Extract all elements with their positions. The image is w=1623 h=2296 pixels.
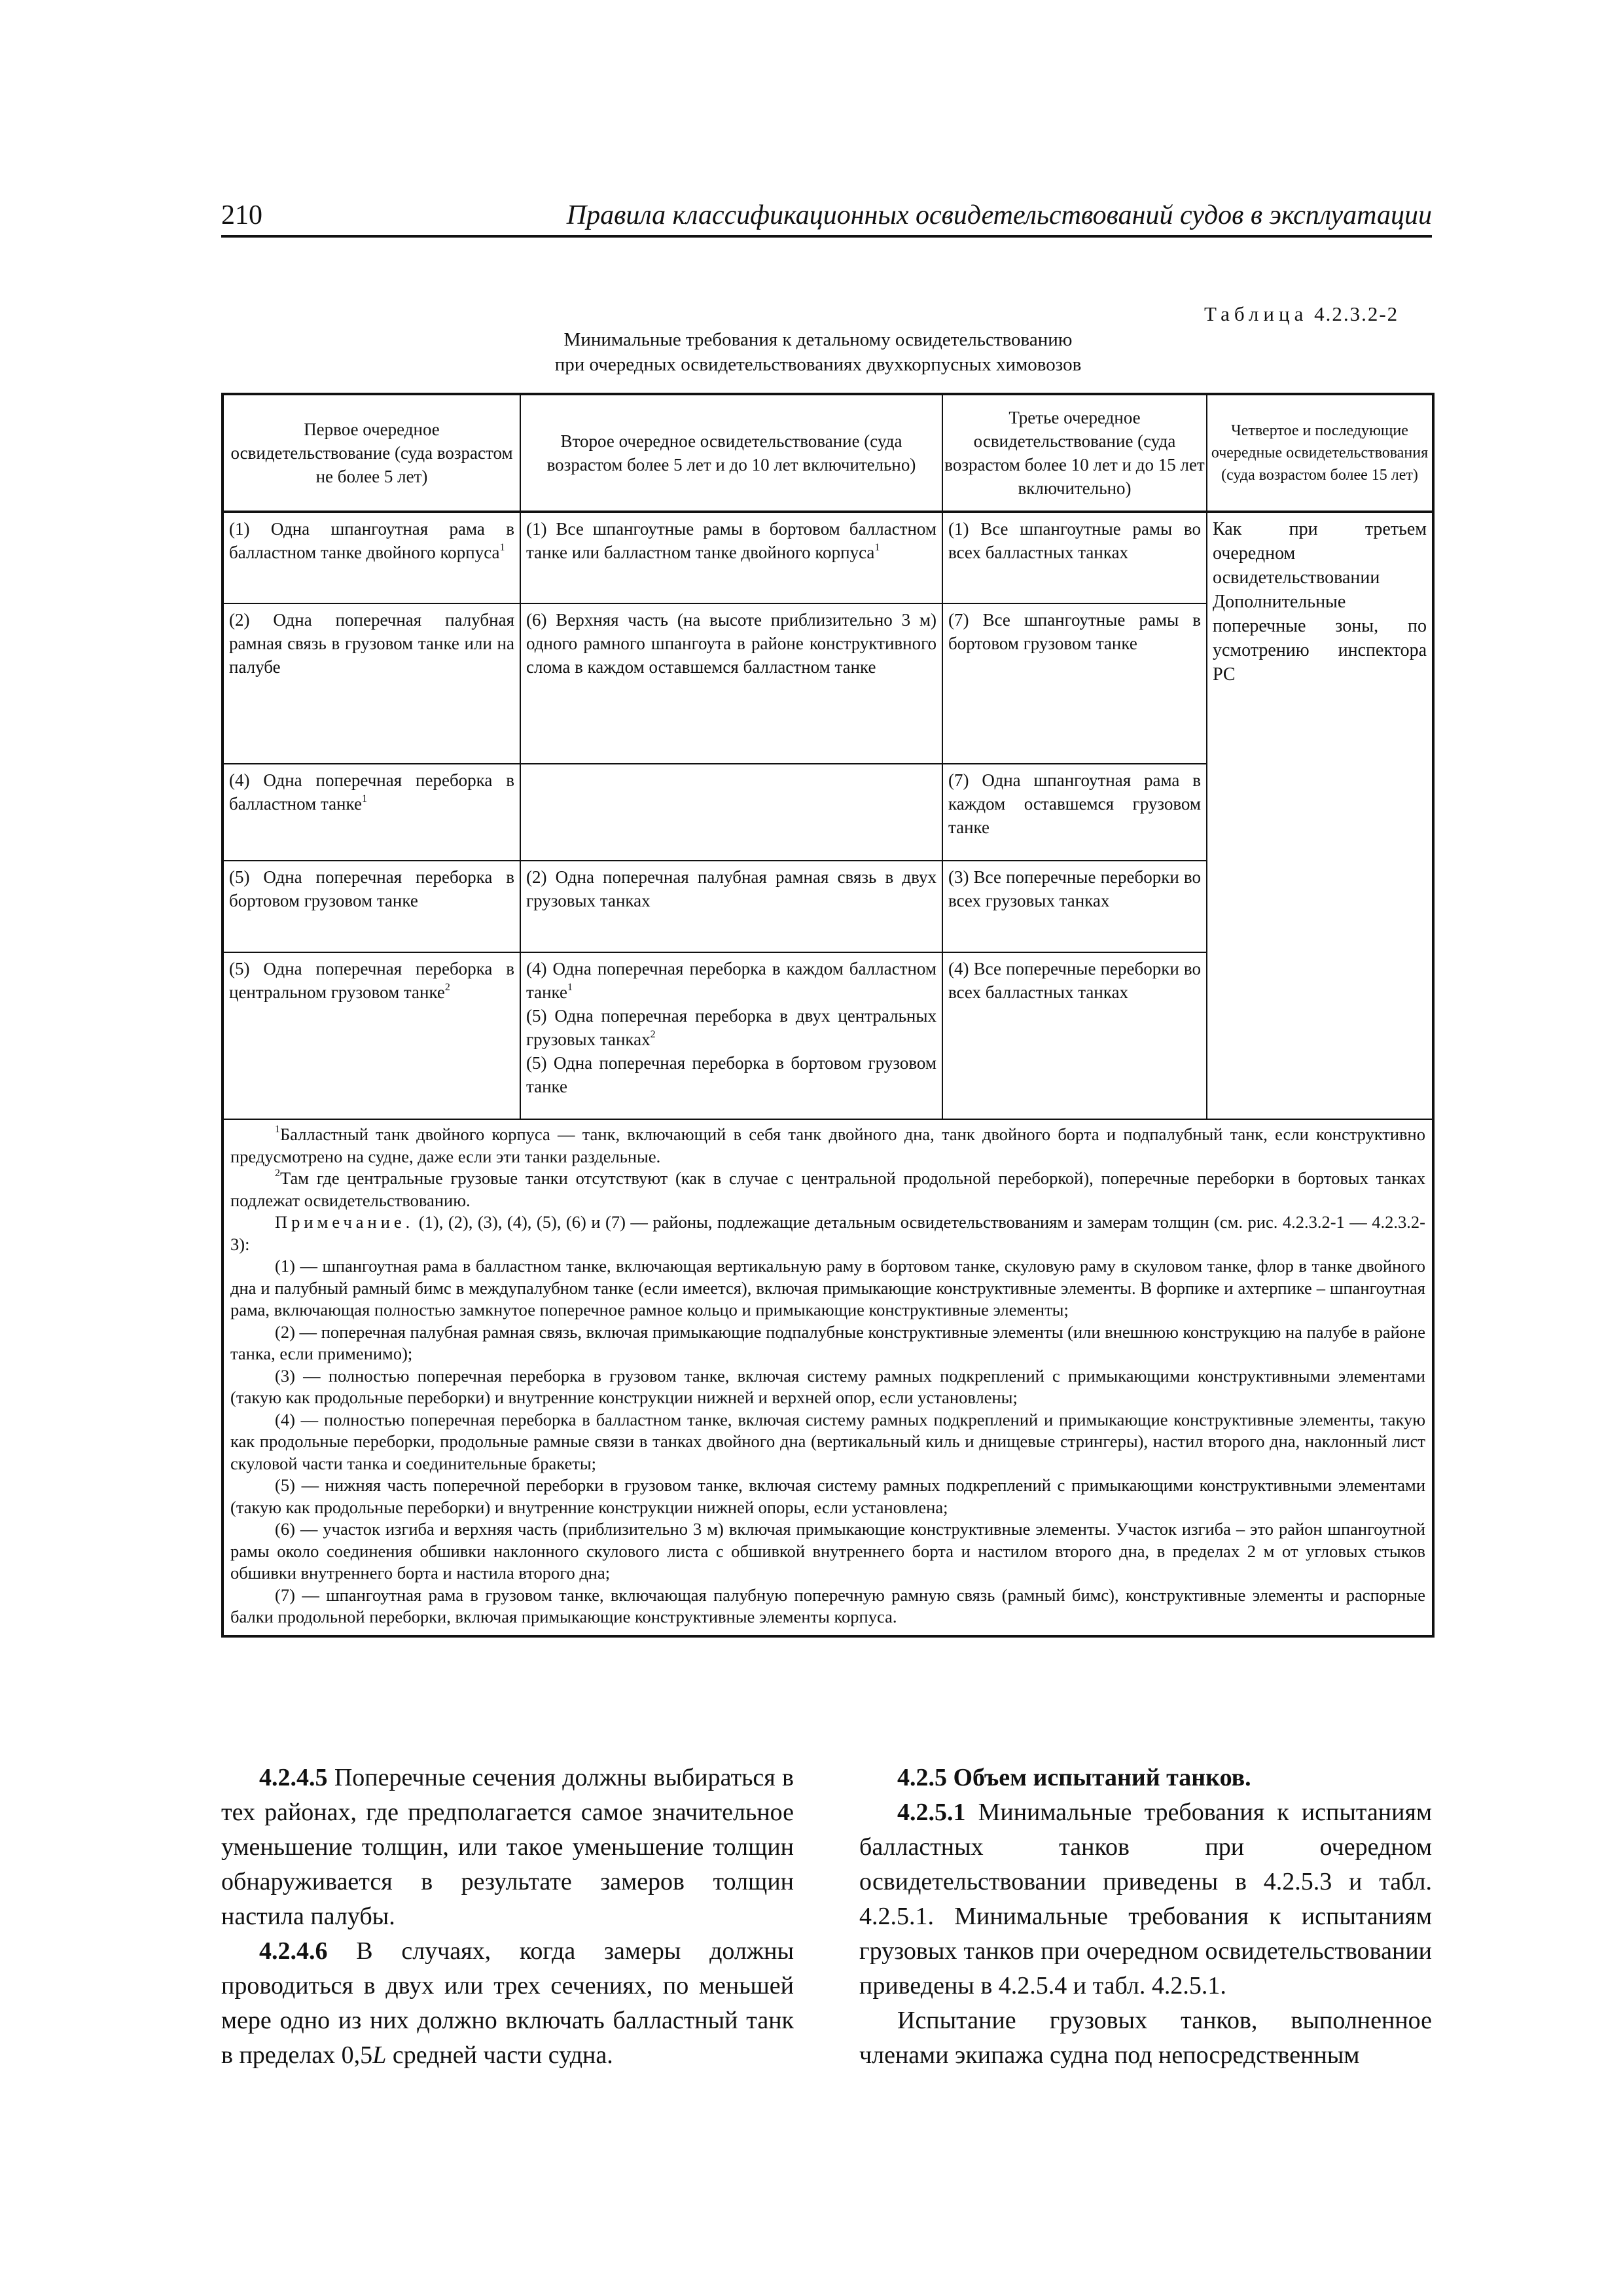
paragraph-4-2-4-6: 4.2.4.6 В случаях, когда замеры должны проводиться в двух или трех сечениях, по меньшей мере одно из них должно включать балластный танк в пределах 0,5L средней части судна. — [221, 1937, 794, 2069]
page-number: 210 — [221, 200, 262, 230]
table-cell: (1) Одна шпангоутная рама в балластном танке двойного корпуса$^1$ — [223, 512, 520, 603]
table-notes — [223, 1119, 1433, 1636]
table-cell: (4) Все поперечные переборки во всех балластных танках — [942, 952, 1207, 1119]
table-number — [1204, 302, 1399, 326]
table-cell: (5) Одна поперечная переборка в бортовом грузовом танке — [223, 861, 520, 952]
page-header — [221, 200, 1432, 236]
table-cell: (2) Одна поперечная палубная рамная связь в двух грузовых танках — [520, 861, 942, 952]
note-item: (7) — шпангоутная рама в грузовом танке, включающая палубную поперечную рамную связь (рамный бимс), конструктивные элементы и распорные балки продольной переборки, включая примыкающие конструктивные элементы корпуса. — [230, 1585, 1425, 1626]
requirements-table — [221, 393, 1435, 1638]
note-item: (5) — нижняя часть поперечной переборки в грузовом танке, включая систему рамных подкреплений с примыкающими конструктивными элементами (такую как продольные переборки) и внутренние конструкции нижней опоры, если установлена; — [230, 1475, 1425, 1517]
table-notes-row — [223, 1119, 1433, 1636]
table-number-label: Таблица — [1204, 302, 1308, 325]
table-cell: (1) Все шпангоутные рамы во всех балластных танках — [942, 512, 1207, 603]
table-cell: (1) Все шпангоутные рамы в бортовом балластном танке или балластном танке двойного корпуса$^1$ — [520, 512, 942, 603]
column-header: Первое очередное освидетельствование (суда возрастом не более 5 лет) — [223, 394, 520, 512]
note-item: (1) — шпангоутная рама в балластном танке, включающая вертикальную раму в бортовом танке, скуловую раму в скуловом танке, флор в танке двойного дна и палубный рамный бимс в междупалубном танке (если имеется), включая примыкающие конструктивные элементы. В форпике и ахтерпике – шпангоутная рама, включающая полностью замкнутое поперечное рамное кольцо и примыкающие конструктивные элементы; — [230, 1256, 1425, 1319]
note-item: (4) — полностью поперечная переборка в балластном танке, включая систему рамных подкреплений и примыкающие конструктивные элементы, такую как продольные переборки, продольные рамные связи в танках двойного дна (вертикальный киль и днищевые стрингеры), настил второго дна, наклонный лист скуловой части танка и соединительные бракеты; — [230, 1409, 1425, 1473]
col4-text-b: Дополнительные поперечные зоны, по усмотрению инспектора РС — [1213, 592, 1427, 685]
table-cell: (7) Все шпангоутные рамы в бортовом грузовом танке — [942, 603, 1207, 764]
body-columns — [221, 1761, 1432, 2088]
footnote-2: $^2$Там где центральные грузовые танки отсутствуют (как в случае с центральной продольной переборкой), поперечные переборки в бортовых танках подлежат освидетельствованию. — [230, 1168, 1425, 1210]
table-title-line1: Минимальные требования к детальному освидетельствованию — [563, 329, 1073, 350]
table-row — [223, 512, 1433, 603]
table-header-row — [223, 394, 1433, 512]
note: Примечание. (1), (2), (3), (4), (5), (6) и (7) — районы, подлежащие детальным освидетельствованиям и замерам толщин (см. рис. 4.2.3.2-1 — 4.2.3.2-3): — [230, 1212, 1425, 1254]
table-cell: (6) Верхняя часть (на высоте приблизительно 3 м) одного рамного шпангоута в районе конструктивного слома в каждом оставшемся балластном танке — [520, 603, 942, 764]
column-header: Четвертое и последующие очередные освидетельствования (суда возрастом более 15 лет) — [1207, 394, 1433, 512]
right-column — [859, 1761, 1432, 2073]
paragraph-4-2-5-1: 4.2.5.1 Минимальные требования к испытаниям балластных танков при очередном освидетельствовании приведены в 4.2.5.3 и табл. 4.2.5.1. Минимальные требования к испытаниям грузовых танков при очередном освидетельствовании приведены в 4.2.5.4 и табл. 4.2.5.1. — [859, 1799, 1433, 2000]
table-cell: (2) Одна поперечная палубная рамная связь в грузовом танке или на палубе — [223, 603, 520, 764]
col4-text-a: Как при третьем очередном освидетельствовании — [1213, 519, 1427, 588]
note-item: (3) — полностью поперечная переборка в грузовом танке, включая систему рамных подкреплений с примыкающими конструктивными элементами (такую как продольные переборки) и внутренние конструкции нижней и верхней опор, если установлены; — [230, 1365, 1425, 1407]
table-cell: (4) Одна поперечная переборка в каждом балластном танке$^1$ (5) Одна поперечная переборка в двух центральных грузовых танках$^2$ (5) Одна поперечная переборка в бортовом грузовом танке — [520, 952, 942, 1119]
table-cell-fourth-survey — [1207, 512, 1433, 1119]
table-title-line2: при очередных освидетельствованиях двухкорпусных химовозов — [554, 354, 1082, 375]
paragraph-4-2-4-5: 4.2.4.5 Поперечные сечения должны выбираться в тех районах, где предполагается самое значительное уменьшение толщин, или такое уменьшение толщин обнаруживается в результате замеров толщин настила палубы. — [221, 1764, 794, 1930]
paragraph-cargo-tank-testing: Испытание грузовых танков, выполненное членами экипажа судна под непосредственным — [859, 2007, 1432, 2069]
running-title: Правила классификационных освидетельствований судов в эксплуатации — [566, 200, 1432, 230]
table-cell: (3) Все поперечные переборки во всех грузовых танках — [942, 861, 1207, 952]
left-column — [221, 1761, 794, 2073]
note-item: (6) — участок изгиба и верхняя часть (приблизительно 3 м) включая примыкающие конструктивные элементы. Участок изгиба – это район шпангоутной рамы около соединения обшивки наклонного скулового листа с обшивкой внутреннего борта и настилом второго дна, в пределах 2 м от угловых стыков обшивки внутреннего борта и настила второго дна; — [230, 1519, 1425, 1583]
note-item: (2) — поперечная палубная рамная связь, включая примыкающие подпалубные конструктивные элементы (или внешнюю конструкцию на палубе в районе танка, если применимо); — [230, 1321, 1425, 1363]
footnote-1: $^1$Балластный танк двойного корпуса — танк, включающий в себя танк двойного дна, танк двойного борта и подпалубный танк, если конструктивно предусмотрено на судне, даже если эти танки раздельные. — [230, 1124, 1425, 1166]
section-heading-4-2-5: 4.2.5 Объем испытаний танков. — [897, 1764, 1251, 1791]
table-cell: (5) Одна поперечная переборка в центральном грузовом танке$^2$ — [223, 952, 520, 1119]
table-title — [406, 327, 1230, 377]
column-header: Третье очередное освидетельствование (суда возрастом более 10 лет и до 15 лет включительно) — [942, 394, 1207, 512]
column-header: Второе очередное освидетельствование (суда возрастом более 5 лет и до 10 лет включительно) — [520, 394, 942, 512]
table-number-value: 4.2.3.2-2 — [1314, 302, 1399, 325]
table-cell-empty — [520, 764, 942, 861]
header-rule — [221, 235, 1432, 238]
table-cell: (4) Одна поперечная переборка в балластном танке$^1$ — [223, 764, 520, 861]
table-cell: (7) Одна шпангоутная рама в каждом оставшемся грузовом танке — [942, 764, 1207, 861]
